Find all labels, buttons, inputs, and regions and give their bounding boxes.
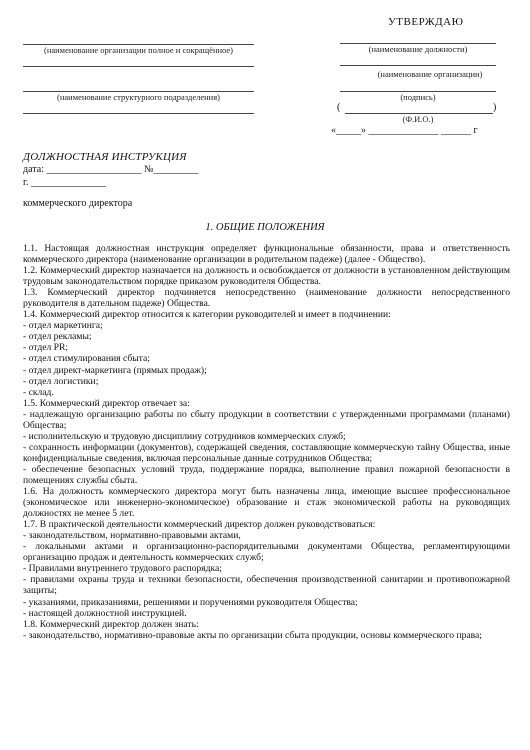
list-item: - настоящей должностной инструкцией. — [23, 607, 187, 619]
list-item: - отдел стимулирования сбыта; — [23, 353, 150, 365]
list-item: - надлежащую организацию работы по сбыту продукции в соответствии с утвержденными программами (планами) Общества; — [23, 408, 510, 431]
org-name-line-2 — [23, 66, 254, 67]
list-item: - законодательством, нормативно-правовыми актами, — [23, 530, 241, 542]
fio-paren-close: ) — [493, 102, 497, 113]
organization-line — [340, 65, 496, 66]
list-item: - законодательство, нормативно-правовые акты по организации сбыта продукции, основы коммерческого права; — [23, 629, 482, 641]
position-caption: (наименование должности) — [368, 44, 468, 54]
list-item: - правилами охраны труда и техники безопасности, обеспечения производственной санитарии и противопожарной защиты; — [23, 574, 510, 597]
approve-heading: УТВЕРЖДАЮ — [388, 16, 464, 28]
list-item: - сохранность информации (документов), содержащей сведения, составляющие коммерческую тайну Общества, иные конфиденциальные сведения, включая персональные данные сотрудников Общества; — [23, 441, 510, 464]
section-1-title: 1. ОБЩИЕ ПОЛОЖЕНИЯ — [205, 222, 325, 233]
department-caption: (наименование структурного подразделения) — [57, 92, 220, 102]
fio-paren-open: ( — [337, 102, 341, 113]
department-line-2 — [23, 113, 254, 114]
list-item: - отдел рекламы; — [23, 331, 92, 343]
document-date-number: дата: ___________________ №_________ — [23, 164, 199, 175]
paragraph-1-7: 1.7. В практической деятельности коммерческий директор должен руководствоваться: — [23, 519, 376, 531]
organization-caption: (наименование организации) — [377, 69, 483, 79]
paragraph-1-1: 1.1. Настоящая должностная инструкция определяет функциональные обязанности, права и ответственность коммерческого директора (наименование организации в родительном падеже) (далее - Общество). — [23, 243, 510, 266]
list-item: - отдел директ-маркетинга (прямых продаж); — [23, 364, 207, 376]
paragraph-1-5: 1.5. Коммерческий директор отвечает за: — [23, 397, 190, 409]
list-item: - обеспечение безопасных условий труда, поддержание порядка, выполнение правил пожарной безопасности в помещениях службы сбыта. — [23, 463, 510, 486]
paragraph-1-4: 1.4. Коммерческий директор относится к категории руководителей и имеет в подчинении: — [23, 309, 391, 321]
paragraph-1-2: 1.2. Коммерческий директор назначается на должность и освобождается от должности в установленном действующим трудовым законодательством порядке приказом руководителя Общества. — [23, 265, 510, 288]
org-name-caption: (наименование организации полное и сокращённое) — [43, 45, 234, 55]
paragraph-1-8: 1.8. Коммерческий директор должен знать: — [23, 618, 199, 630]
document-city: г. _______________ — [23, 177, 106, 188]
fio-caption: (Ф.И.О.) — [402, 114, 434, 124]
list-item: - локальными актами и организационно-распорядительными документами Общества, регламентирующими организацию продаж и деятельность коммерческих служб; — [23, 541, 510, 564]
list-item: - Правилами внутреннего трудового распорядка; — [23, 563, 222, 575]
section-1-body — [23, 243, 510, 641]
document-subject: коммерческого директора — [23, 198, 133, 209]
list-item: - отдел PR; — [23, 342, 69, 354]
approval-date: «_____» ______________ ______ г — [331, 125, 478, 136]
signature-caption: (подпись) — [400, 92, 436, 102]
paragraph-1-6: 1.6. На должность коммерческого директора могут быть назначены лица, имеющие высшее профессиональное (экономическое или инженерно-экономическое) образование и стаж экономической работы на руководящих должностях не менее 5 лет. — [23, 486, 510, 520]
paragraph-1-3: 1.3. Коммерческий директор подчиняется непосредственно (наименование должности непосредственного руководителя в дательном падеже) Общества. — [23, 287, 510, 310]
list-item: - исполнительскую и трудовую дисциплину сотрудников коммерческих служб; — [23, 430, 346, 442]
list-item: - отдел логистики; — [23, 375, 99, 387]
list-item: - указаниями, приказаниями, решениями и поручениями руководителя Общества; — [23, 596, 358, 608]
document-title: ДОЛЖНОСТНАЯ ИНСТРУКЦИЯ — [23, 151, 187, 163]
list-item: - отдел маркетинга; — [23, 320, 103, 332]
list-item: - склад. — [23, 386, 54, 398]
